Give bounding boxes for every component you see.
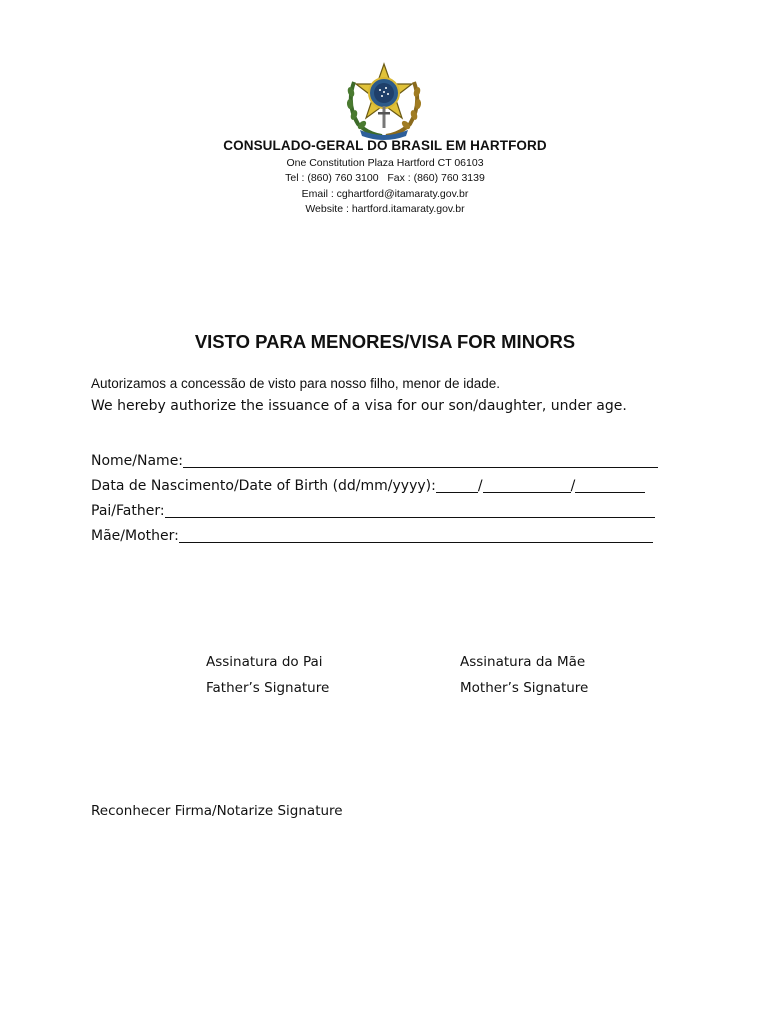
- mother-signature-block[interactable]: [460, 649, 588, 701]
- dob-separator: /: [477, 478, 483, 494]
- dob-month-line[interactable]: [483, 476, 571, 493]
- father-signature-label-pt: Assinatura do Pai: [206, 654, 323, 670]
- form-title: VISTO PARA MENORES/VISA FOR MINORS: [194, 331, 576, 352]
- father-field: [91, 498, 655, 520]
- name-field: [91, 448, 658, 470]
- coat-of-arms-emblem: [342, 62, 426, 140]
- dob-separator: /: [570, 478, 576, 494]
- father-signature-block[interactable]: [206, 649, 329, 701]
- authorization-text-pt: Autorizamos a concessão de visto para nosso filho, menor de idade.: [91, 376, 500, 391]
- father-signature-label-en: Father’s Signature: [206, 680, 330, 696]
- mother-signature-label-pt: Assinatura da Mãe: [460, 654, 586, 670]
- father-input-line[interactable]: [165, 501, 655, 518]
- consulate-address: One Constitution Plaza Hartford CT 06103: [286, 157, 484, 169]
- authorization-text-en: We hereby authorize the issuance of a visa for our son/daughter, under age.: [91, 398, 627, 414]
- consulate-email: Email : cghartford@itamaraty.gov.br: [301, 188, 469, 200]
- dob-label: Data de Nascimento/Date of Birth (dd/mm/yyyy):: [91, 478, 436, 494]
- mother-signature-label-en: Mother’s Signature: [460, 680, 589, 696]
- dob-day-line[interactable]: [436, 476, 478, 493]
- consulate-name: CONSULADO-GERAL DO BRASIL EM HARTFORD: [223, 138, 547, 153]
- dob-year-line[interactable]: [575, 476, 645, 493]
- name-input-line[interactable]: [183, 451, 658, 468]
- consulate-phone-fax: Tel : (860) 760 3100 Fax : (860) 760 3139: [285, 172, 485, 184]
- mother-label: Mãe/Mother:: [91, 528, 179, 544]
- name-label: Nome/Name:: [91, 453, 184, 469]
- consulate-website: Website : hartford.itamaraty.gov.br: [305, 203, 465, 215]
- date-of-birth-field: [91, 473, 645, 495]
- mother-input-line[interactable]: [179, 526, 653, 543]
- notarize-signature-text: Reconhecer Firma/Notarize Signature: [91, 803, 343, 819]
- father-label: Pai/Father:: [91, 503, 165, 519]
- mother-field: [91, 523, 653, 545]
